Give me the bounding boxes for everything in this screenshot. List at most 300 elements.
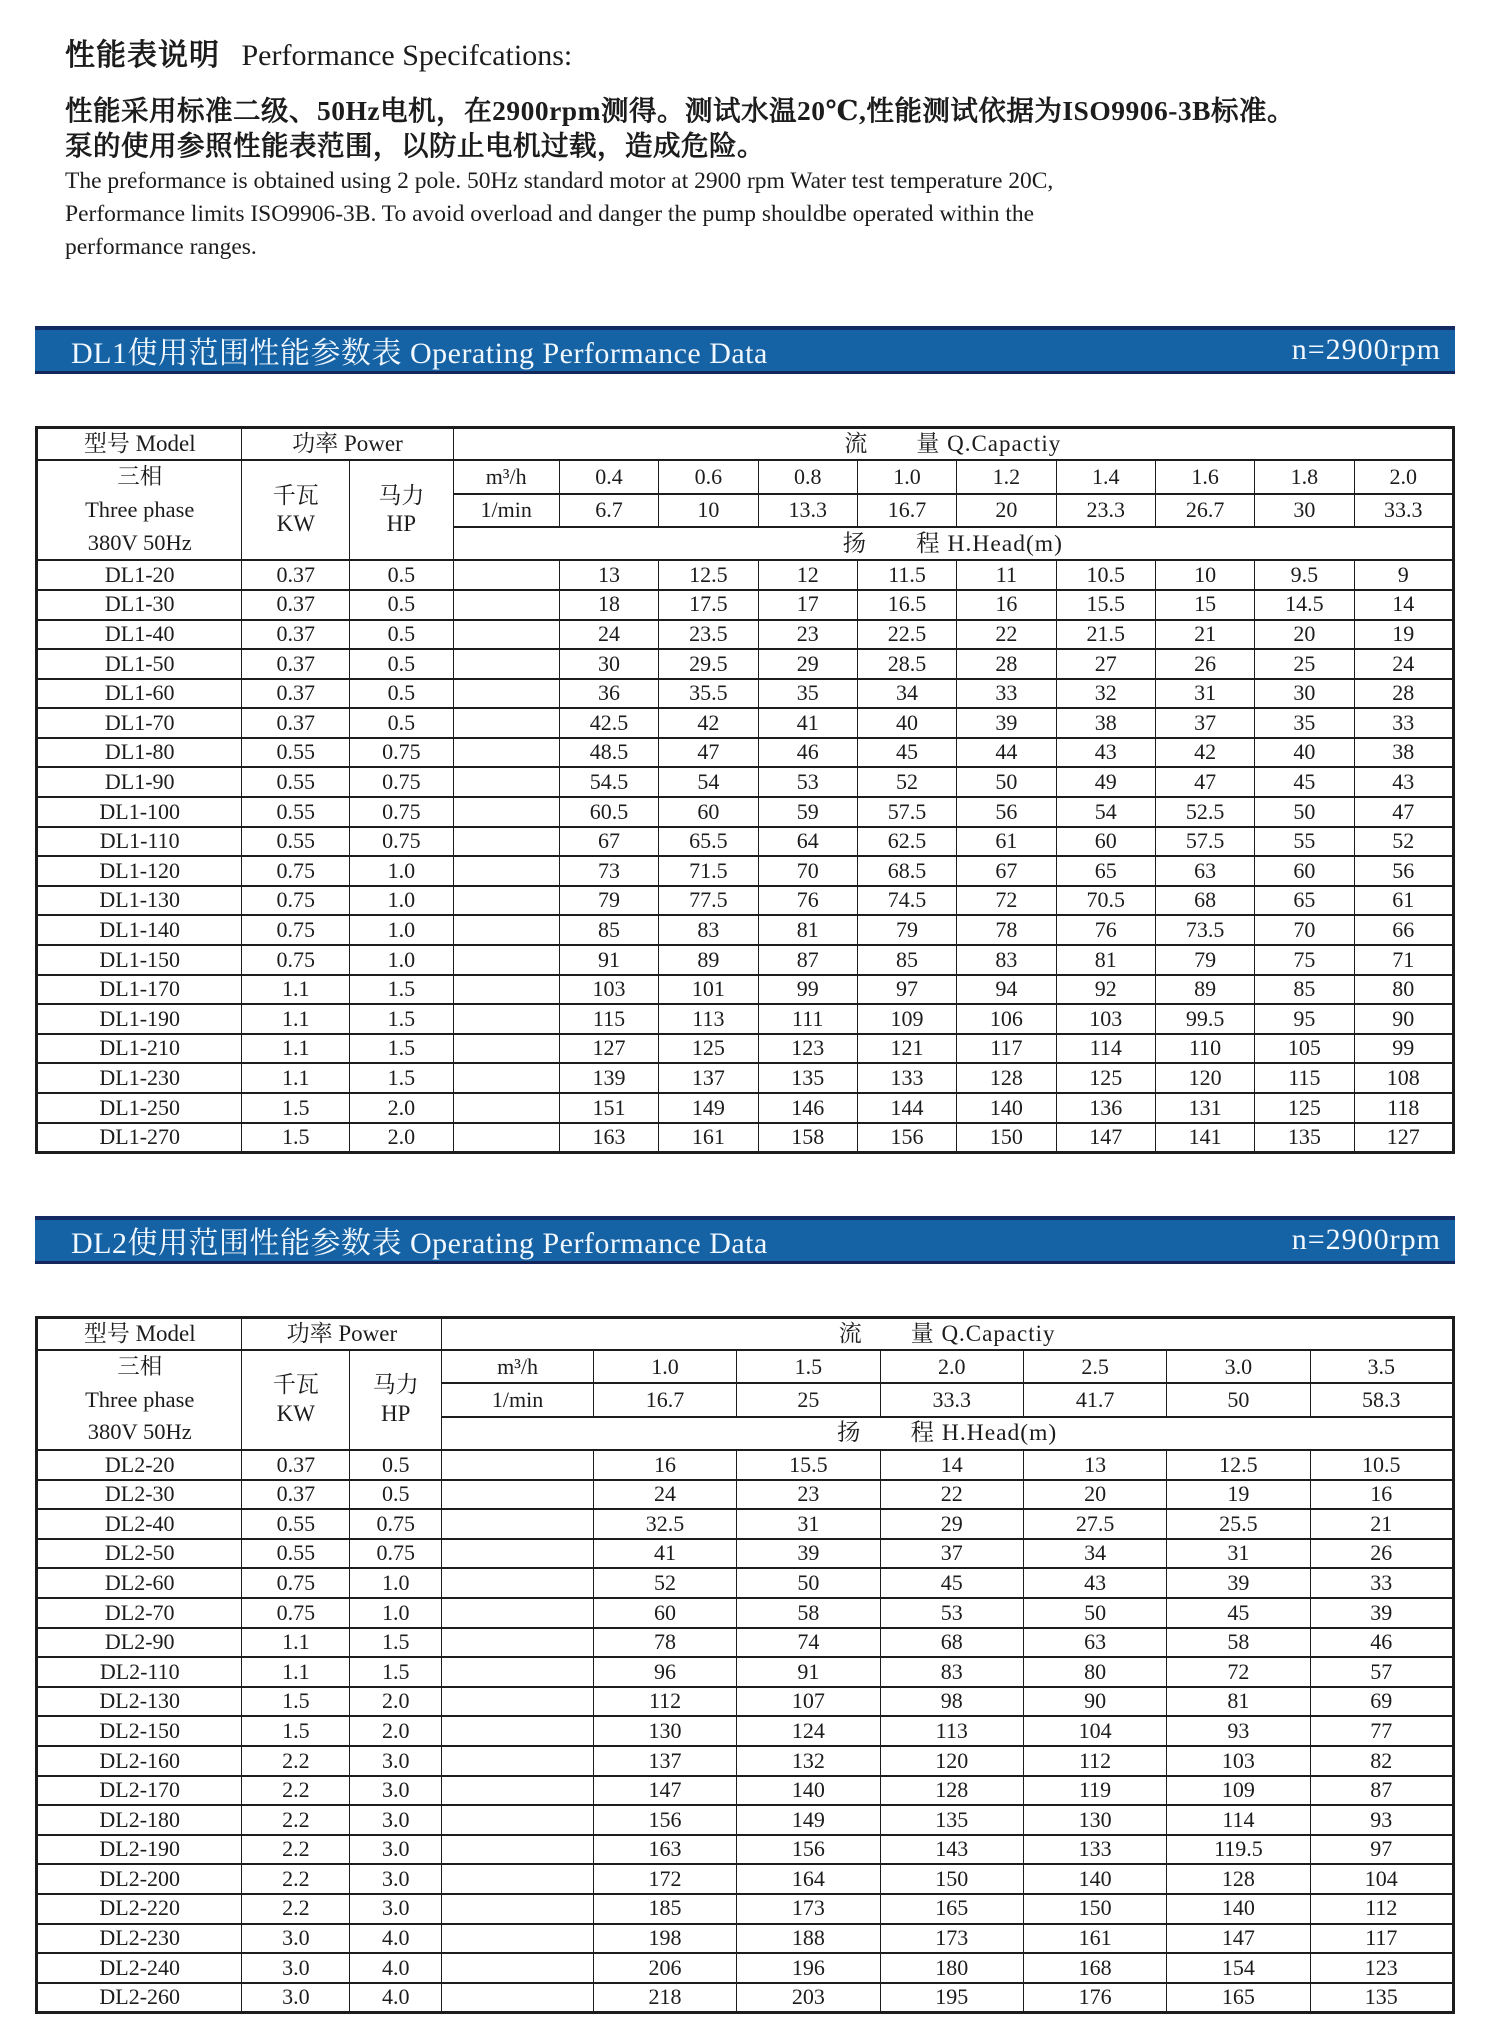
head-value-cell: 44: [957, 738, 1056, 768]
flow-value-cell: 2.0: [880, 1350, 1023, 1383]
hp-cell: 2.0: [350, 1716, 442, 1746]
head-value-cell: 31: [1155, 679, 1254, 709]
head-value-cell: 90: [1354, 1004, 1453, 1034]
kw-cell: 2.2: [242, 1864, 350, 1894]
head-value-cell: 165: [1167, 1983, 1310, 2013]
hp-cell: 3.0: [350, 1746, 442, 1776]
head-value-cell: 45: [880, 1568, 1023, 1598]
hp-cell: 1.5: [350, 1034, 453, 1064]
head-value-cell: 79: [1155, 945, 1254, 975]
model-cell: DL2-190: [37, 1835, 242, 1865]
head-value-cell: 24: [559, 620, 658, 650]
head-value-cell: 108: [1354, 1063, 1453, 1093]
head-value-cell: 22: [880, 1480, 1023, 1510]
table-row: [37, 1864, 1454, 1894]
head-value-cell: 198: [593, 1924, 736, 1954]
head-value-cell: 29.5: [659, 649, 758, 679]
spacer-cell: [442, 1746, 594, 1776]
kw-cell: 0.75: [242, 1598, 350, 1628]
model-cell: DL2-200: [37, 1864, 242, 1894]
dl2-flow-m3h-row: [37, 1350, 1454, 1383]
head-value-cell: 195: [880, 1983, 1023, 2013]
dl2-bar-title: DL2使用范围性能参数表 Operating Performance Data: [71, 1227, 768, 1261]
head-value-cell: 22: [957, 620, 1056, 650]
table-row: [37, 1004, 1454, 1034]
head-value-cell: 21: [1155, 620, 1254, 650]
hp-cell: 3.0: [350, 1864, 442, 1894]
head-value-cell: 128: [880, 1776, 1023, 1806]
hp-cell: 1.5: [350, 1063, 453, 1093]
hp-cell: 0.75: [350, 797, 453, 827]
head-value-cell: 39: [737, 1539, 880, 1569]
head-value-cell: 158: [758, 1123, 857, 1153]
kw-cell: 1.1: [242, 975, 350, 1005]
dl1-flow-unit-lmin: 1/min: [453, 494, 559, 527]
dl2-flow-unit-lmin: 1/min: [442, 1383, 594, 1416]
kw-cell: 0.37: [242, 620, 350, 650]
spacer-cell: [442, 1776, 594, 1806]
model-cell: DL2-160: [37, 1746, 242, 1776]
dl1-bar-speed: n=2900rpm: [1291, 333, 1441, 367]
head-value-cell: 47: [1354, 797, 1453, 827]
spacer-cell: [453, 886, 559, 916]
page-title: [65, 30, 1455, 74]
dl1-header-row-1: [37, 427, 1454, 460]
head-value-cell: 58: [737, 1598, 880, 1628]
head-value-cell: 80: [1023, 1657, 1166, 1687]
spacer-cell: [442, 1568, 594, 1598]
head-value-cell: 141: [1155, 1123, 1254, 1153]
dl1-performance-table: [35, 426, 1455, 1154]
kw-cell: 1.5: [242, 1093, 350, 1123]
head-value-cell: 83: [957, 945, 1056, 975]
model-cell: DL2-180: [37, 1805, 242, 1835]
head-value-cell: 104: [1023, 1716, 1166, 1746]
head-value-cell: 54: [659, 767, 758, 797]
kw-cell: 0.75: [242, 886, 350, 916]
kw-cell: 0.37: [242, 1480, 350, 1510]
head-value-cell: 147: [1056, 1123, 1155, 1153]
flow-value-cell: 1.2: [957, 460, 1056, 493]
kw-cell: 0.37: [242, 708, 350, 738]
flow-value-cell: 1.0: [593, 1350, 736, 1383]
head-value-cell: 92: [1056, 975, 1155, 1005]
model-cell: DL2-240: [37, 1953, 242, 1983]
flow-value-cell: 33.3: [880, 1383, 1023, 1416]
head-value-cell: 120: [880, 1746, 1023, 1776]
head-value-cell: 52.5: [1155, 797, 1254, 827]
kw-cell: 1.1: [242, 1004, 350, 1034]
dl1-phase-label-en: Three phase: [85, 497, 195, 523]
spacer-cell: [453, 827, 559, 857]
dl2-section-bar: [35, 1216, 1455, 1264]
head-value-cell: 10: [1155, 560, 1254, 590]
kw-cell: 2.2: [242, 1776, 350, 1806]
flow-value-cell: 1.8: [1255, 460, 1354, 493]
dl1-voltage-label: 380V 50Hz: [87, 529, 192, 555]
head-value-cell: 45: [1167, 1598, 1310, 1628]
head-value-cell: 54.5: [559, 767, 658, 797]
hp-cell: 0.75: [350, 767, 453, 797]
kw-cell: 0.55: [242, 797, 350, 827]
hp-cell: 0.5: [350, 1450, 442, 1480]
head-value-cell: 50: [737, 1568, 880, 1598]
hp-cell: 0.5: [350, 679, 453, 709]
hp-cell: 0.5: [350, 560, 453, 590]
flow-value-cell: 50: [1167, 1383, 1310, 1416]
flow-value-cell: 25: [737, 1383, 880, 1416]
head-value-cell: 25: [1255, 649, 1354, 679]
kw-cell: 0.37: [242, 679, 350, 709]
table-row: [37, 827, 1454, 857]
flow-value-cell: 33.3: [1354, 494, 1453, 527]
head-value-cell: 32.5: [593, 1509, 736, 1539]
head-value-cell: 57.5: [857, 797, 956, 827]
table-row: [37, 797, 1454, 827]
table-row: [37, 1539, 1454, 1569]
dl2-hp-unit: HP: [381, 1401, 411, 1427]
dl1-hp-unit: HP: [386, 511, 417, 537]
head-value-cell: 25.5: [1167, 1509, 1310, 1539]
dl1-power-header: 功率 Power: [242, 427, 453, 460]
head-value-cell: 11: [957, 560, 1056, 590]
head-value-cell: 24: [593, 1480, 736, 1510]
flow-value-cell: 0.6: [659, 460, 758, 493]
kw-cell: 1.5: [242, 1687, 350, 1717]
hp-cell: 1.0: [350, 886, 453, 916]
spacer-cell: [453, 767, 559, 797]
spacer-cell: [442, 1480, 594, 1510]
head-value-cell: 101: [659, 975, 758, 1005]
page-title-en: Performance Specifcations:: [241, 39, 573, 72]
head-value-cell: 128: [1167, 1864, 1310, 1894]
head-value-cell: 150: [1023, 1894, 1166, 1924]
spacer-cell: [442, 1657, 594, 1687]
table-row: [37, 1657, 1454, 1687]
head-value-cell: 109: [1167, 1776, 1310, 1806]
head-value-cell: 140: [957, 1093, 1056, 1123]
dl1-model-sub: [37, 460, 242, 560]
head-value-cell: 93: [1167, 1716, 1310, 1746]
table-row: [37, 856, 1454, 886]
head-value-cell: 28.5: [857, 649, 956, 679]
dl2-voltage-label: 380V 50Hz: [87, 1419, 192, 1445]
model-cell: DL2-70: [37, 1598, 242, 1628]
head-value-cell: 24: [1354, 649, 1453, 679]
table-row: [37, 1924, 1454, 1954]
head-value-cell: 150: [957, 1123, 1056, 1153]
head-value-cell: 154: [1167, 1953, 1310, 1983]
table-row: [37, 1450, 1454, 1480]
head-value-cell: 70: [758, 856, 857, 886]
flow-value-cell: 41.7: [1023, 1383, 1166, 1416]
head-value-cell: 117: [1310, 1924, 1453, 1954]
head-value-cell: 135: [758, 1063, 857, 1093]
head-value-cell: 114: [1056, 1034, 1155, 1064]
dl1-table-body: [37, 560, 1454, 1152]
hp-cell: 1.5: [350, 1657, 442, 1687]
table-row: [37, 767, 1454, 797]
head-value-cell: 143: [880, 1835, 1023, 1865]
dl1-hp-label-cn: 马力: [378, 482, 425, 508]
table-row: [37, 915, 1454, 945]
head-value-cell: 16: [1310, 1480, 1453, 1510]
dl1-kw-label-cn: 千瓦: [272, 482, 319, 508]
dl2-hp-label-cn: 马力: [372, 1372, 419, 1398]
model-cell: DL1-30: [37, 590, 242, 620]
head-value-cell: 73.5: [1155, 915, 1254, 945]
head-value-cell: 95: [1255, 1004, 1354, 1034]
head-value-cell: 29: [880, 1509, 1023, 1539]
head-value-cell: 203: [737, 1983, 880, 2013]
head-value-cell: 53: [880, 1598, 1023, 1628]
flow-value-cell: 2.5: [1023, 1350, 1166, 1383]
table-row: [37, 1034, 1454, 1064]
head-value-cell: 81: [1056, 945, 1155, 975]
model-cell: DL1-140: [37, 915, 242, 945]
hp-cell: 0.5: [350, 620, 453, 650]
table-row: [37, 886, 1454, 916]
spacer-cell: [442, 1835, 594, 1865]
head-value-cell: 109: [857, 1004, 956, 1034]
head-value-cell: 35: [758, 679, 857, 709]
model-cell: DL1-170: [37, 975, 242, 1005]
model-cell: DL2-260: [37, 1983, 242, 2013]
model-cell: DL2-130: [37, 1687, 242, 1717]
head-value-cell: 30: [559, 649, 658, 679]
dl2-model-sub: [37, 1350, 242, 1450]
hp-cell: 0.5: [350, 590, 453, 620]
kw-cell: 1.5: [242, 1716, 350, 1746]
spacer-cell: [442, 1687, 594, 1717]
model-cell: DL1-150: [37, 945, 242, 975]
spacer-cell: [442, 1894, 594, 1924]
head-value-cell: 60: [659, 797, 758, 827]
head-value-cell: 97: [857, 975, 956, 1005]
head-value-cell: 99: [1354, 1034, 1453, 1064]
head-value-cell: 77.5: [659, 886, 758, 916]
flow-value-cell: 26.7: [1155, 494, 1254, 527]
table-row: [37, 1093, 1454, 1123]
head-value-cell: 58: [1167, 1628, 1310, 1658]
head-value-cell: 39: [1167, 1568, 1310, 1598]
head-value-cell: 74.5: [857, 886, 956, 916]
model-cell: DL2-40: [37, 1509, 242, 1539]
head-value-cell: 132: [737, 1746, 880, 1776]
head-value-cell: 127: [559, 1034, 658, 1064]
head-value-cell: 156: [737, 1835, 880, 1865]
head-value-cell: 23: [758, 620, 857, 650]
head-value-cell: 41: [758, 708, 857, 738]
head-value-cell: 99: [758, 975, 857, 1005]
head-value-cell: 45: [857, 738, 956, 768]
head-value-cell: 9.5: [1255, 560, 1354, 590]
table-row: [37, 1687, 1454, 1717]
dl2-capacity-header: 流 量 Q.Capactiy: [442, 1317, 1454, 1350]
head-value-cell: 35.5: [659, 679, 758, 709]
head-value-cell: 32: [1056, 679, 1155, 709]
head-value-cell: 133: [1023, 1835, 1166, 1865]
head-value-cell: 161: [1023, 1924, 1166, 1954]
flow-value-cell: 1.4: [1056, 460, 1155, 493]
spacer-cell: [442, 1509, 594, 1539]
head-value-cell: 49: [1056, 767, 1155, 797]
flow-value-cell: 1.5: [737, 1350, 880, 1383]
head-value-cell: 173: [880, 1924, 1023, 1954]
spacer-cell: [453, 1034, 559, 1064]
head-value-cell: 11.5: [857, 560, 956, 590]
head-value-cell: 63: [1155, 856, 1254, 886]
hp-cell: 1.5: [350, 1004, 453, 1034]
model-cell: DL1-110: [37, 827, 242, 857]
head-value-cell: 14: [880, 1450, 1023, 1480]
spacer-cell: [453, 679, 559, 709]
kw-cell: 3.0: [242, 1924, 350, 1954]
model-cell: DL1-80: [37, 738, 242, 768]
head-value-cell: 112: [593, 1687, 736, 1717]
head-value-cell: 82: [1310, 1746, 1453, 1776]
head-value-cell: 73: [559, 856, 658, 886]
head-value-cell: 90: [1023, 1687, 1166, 1717]
head-value-cell: 18: [559, 590, 658, 620]
head-value-cell: 50: [1255, 797, 1354, 827]
head-value-cell: 98: [880, 1687, 1023, 1717]
kw-cell: 0.55: [242, 827, 350, 857]
head-value-cell: 34: [1023, 1539, 1166, 1569]
head-value-cell: 56: [1354, 856, 1453, 886]
head-value-cell: 47: [1155, 767, 1254, 797]
table-row: [37, 1776, 1454, 1806]
head-value-cell: 42: [659, 708, 758, 738]
spacer-cell: [453, 1063, 559, 1093]
head-value-cell: 27.5: [1023, 1509, 1166, 1539]
head-value-cell: 21.5: [1056, 620, 1155, 650]
spacer-cell: [453, 1004, 559, 1034]
head-value-cell: 23: [737, 1480, 880, 1510]
head-value-cell: 168: [1023, 1953, 1166, 1983]
dl1-hp-header: [350, 460, 453, 560]
model-cell: DL1-60: [37, 679, 242, 709]
table-row: [37, 1509, 1454, 1539]
intro-cn-line-1: 性能采用标准二级、50Hz电机，在2900rpm测得。测试水温20℃,性能测试依据为ISO9906-3B标准。: [65, 95, 1295, 126]
head-value-cell: 131: [1155, 1093, 1254, 1123]
kw-cell: 2.2: [242, 1894, 350, 1924]
head-value-cell: 93: [1310, 1805, 1453, 1835]
head-value-cell: 78: [957, 915, 1056, 945]
hp-cell: 1.0: [350, 1598, 442, 1628]
flow-value-cell: 0.8: [758, 460, 857, 493]
hp-cell: 0.75: [350, 827, 453, 857]
head-value-cell: 107: [737, 1687, 880, 1717]
dl2-hp-header: [350, 1350, 442, 1450]
head-value-cell: 115: [1255, 1063, 1354, 1093]
model-cell: DL2-110: [37, 1657, 242, 1687]
head-value-cell: 140: [1167, 1894, 1310, 1924]
kw-cell: 1.5: [242, 1123, 350, 1153]
head-value-cell: 42: [1155, 738, 1254, 768]
head-value-cell: 12.5: [1167, 1450, 1310, 1480]
dl2-table-body: [37, 1450, 1454, 2012]
head-value-cell: 36: [559, 679, 658, 709]
head-value-cell: 12: [758, 560, 857, 590]
table-row: [37, 1123, 1454, 1153]
spacer-cell: [442, 1805, 594, 1835]
head-value-cell: 48.5: [559, 738, 658, 768]
head-value-cell: 52: [857, 767, 956, 797]
flow-value-cell: 3.5: [1310, 1350, 1453, 1383]
spacer-cell: [453, 856, 559, 886]
hp-cell: 1.5: [350, 1628, 442, 1658]
spacer-cell: [453, 560, 559, 590]
head-value-cell: 38: [1056, 708, 1155, 738]
head-value-cell: 53: [758, 767, 857, 797]
dl2-model-header: 型号 Model: [37, 1317, 242, 1350]
kw-cell: 1.1: [242, 1063, 350, 1093]
head-value-cell: 26: [1310, 1539, 1453, 1569]
head-value-cell: 10.5: [1310, 1450, 1453, 1480]
head-value-cell: 40: [857, 708, 956, 738]
head-value-cell: 206: [593, 1953, 736, 1983]
head-value-cell: 68: [1155, 886, 1254, 916]
flow-value-cell: 16.7: [857, 494, 956, 527]
head-value-cell: 125: [659, 1034, 758, 1064]
dl2-phase-label-en: Three phase: [85, 1386, 195, 1412]
head-value-cell: 64: [758, 827, 857, 857]
head-value-cell: 87: [1310, 1776, 1453, 1806]
head-value-cell: 130: [593, 1716, 736, 1746]
head-value-cell: 17: [758, 590, 857, 620]
head-value-cell: 15.5: [1056, 590, 1155, 620]
head-value-cell: 124: [737, 1716, 880, 1746]
head-value-cell: 128: [957, 1063, 1056, 1093]
spacer-cell: [453, 975, 559, 1005]
head-value-cell: 54: [1056, 797, 1155, 827]
head-value-cell: 43: [1056, 738, 1155, 768]
head-value-cell: 140: [737, 1776, 880, 1806]
head-value-cell: 147: [1167, 1924, 1310, 1954]
spacer-cell: [442, 1983, 594, 2013]
head-value-cell: 130: [1023, 1805, 1166, 1835]
head-value-cell: 28: [957, 649, 1056, 679]
kw-cell: 2.2: [242, 1805, 350, 1835]
head-value-cell: 104: [1310, 1864, 1453, 1894]
head-value-cell: 81: [1167, 1687, 1310, 1717]
table-row: [37, 1628, 1454, 1658]
spacer-cell: [453, 620, 559, 650]
kw-cell: 0.55: [242, 738, 350, 768]
head-value-cell: 163: [593, 1835, 736, 1865]
head-value-cell: 125: [1056, 1063, 1155, 1093]
model-cell: DL1-50: [37, 649, 242, 679]
spacer-cell: [453, 945, 559, 975]
dl2-power-header: 功率 Power: [242, 1317, 442, 1350]
spacer-cell: [453, 797, 559, 827]
table-row: [37, 1568, 1454, 1598]
head-value-cell: 28: [1354, 679, 1453, 709]
head-value-cell: 16: [957, 590, 1056, 620]
head-value-cell: 146: [758, 1093, 857, 1123]
hp-cell: 0.5: [350, 649, 453, 679]
model-cell: DL1-70: [37, 708, 242, 738]
head-value-cell: 123: [758, 1034, 857, 1064]
hp-cell: 3.0: [350, 1835, 442, 1865]
head-value-cell: 62.5: [857, 827, 956, 857]
kw-cell: 0.55: [242, 767, 350, 797]
table-row: [37, 1983, 1454, 2013]
spacer-cell: [453, 1123, 559, 1153]
head-value-cell: 37: [880, 1539, 1023, 1569]
kw-cell: 0.37: [242, 649, 350, 679]
